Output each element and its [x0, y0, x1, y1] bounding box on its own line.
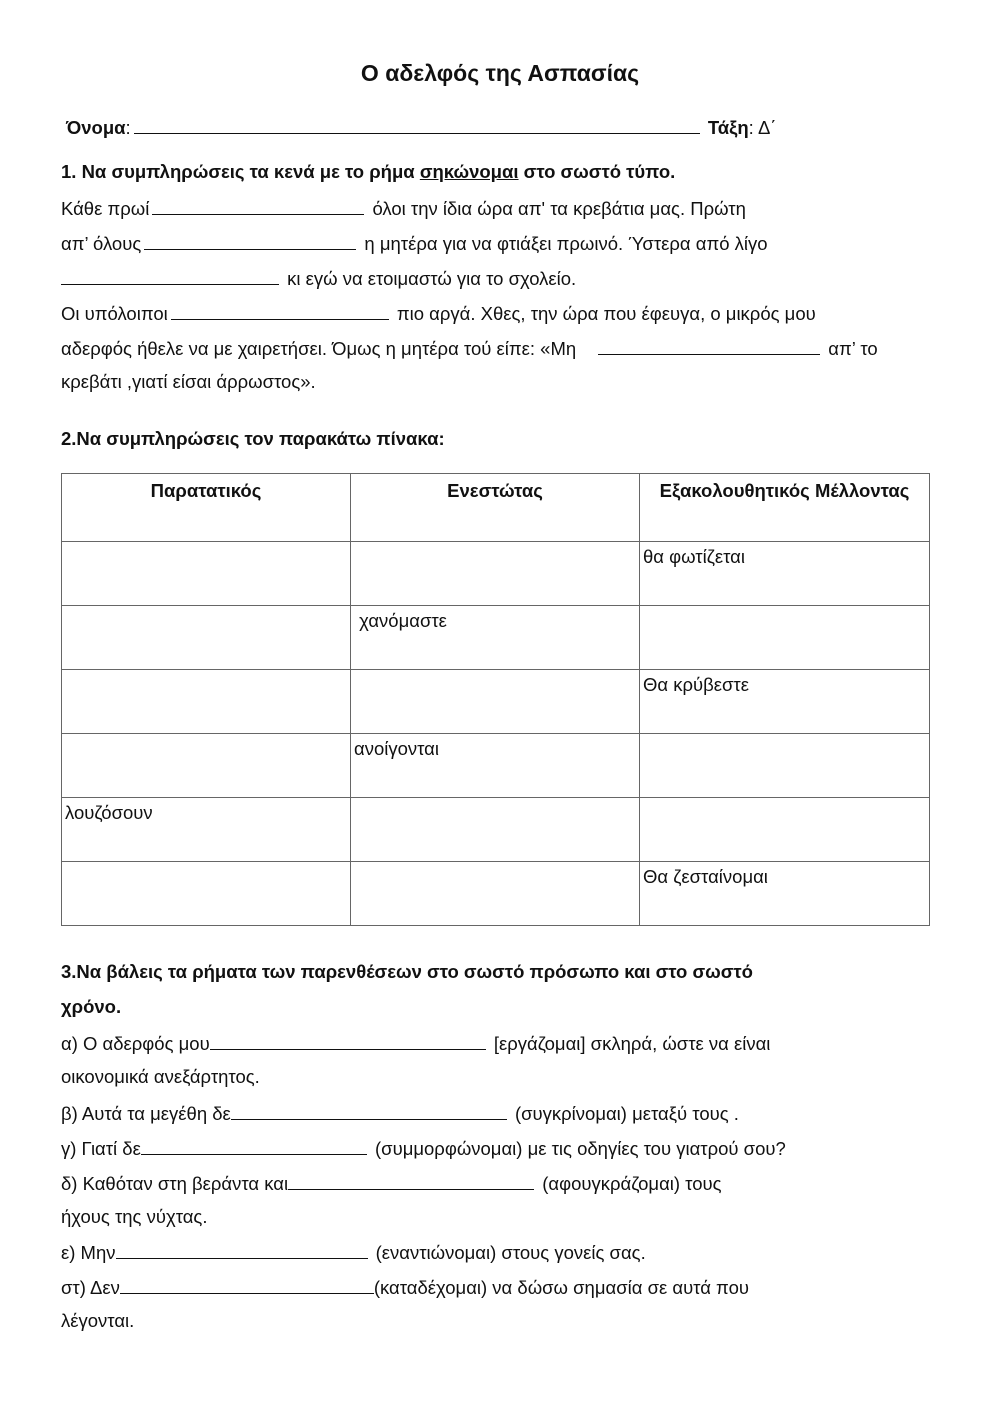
- item-text: α) Ο αδερφός μου: [61, 1033, 210, 1054]
- table-row: [62, 670, 930, 734]
- section3-item-d-cont: [61, 1206, 208, 1228]
- fill-blank[interactable]: [288, 1171, 534, 1190]
- section3-heading-line1: 3.Να βάλεις τα ρήματα των παρενθέσεων στο σωστό πρόσωπο και στο σωστό: [61, 961, 753, 982]
- table-cell[interactable]: [351, 862, 640, 926]
- class-label: Τάξη: [707, 117, 749, 138]
- line-text: απ’ όλους: [61, 233, 142, 254]
- table-cell[interactable]: [62, 606, 351, 670]
- section1-heading-pre: 1. Να συμπληρώσεις τα κενά με το ρήμα: [61, 161, 420, 182]
- item-text: οικονομικά ανεξάρτητος.: [61, 1066, 260, 1087]
- table-cell[interactable]: [640, 734, 930, 798]
- section3-item-st-cont: [61, 1310, 134, 1332]
- page-title: Ο αδελφός της Ασπασίας: [360, 60, 640, 86]
- table-cell[interactable]: [62, 734, 351, 798]
- column-header: Ενεστώτας: [351, 474, 640, 542]
- line-text: Κάθε πρωί: [61, 198, 150, 219]
- section3-item-c: [61, 1136, 786, 1160]
- item-text: (εναντιώνομαι) στους γονείς σας.: [375, 1242, 646, 1263]
- class-value: Δ΄: [757, 117, 777, 138]
- section1-line-6: [61, 371, 316, 393]
- fill-blank[interactable]: [210, 1031, 486, 1050]
- column-header: Παρατατικός: [62, 474, 351, 542]
- item-text: δ) Καθόταν στη βεράντα και: [61, 1173, 289, 1194]
- item-text: ε) Μην: [61, 1242, 116, 1263]
- item-text: (συγκρίνομαι) μεταξύ τους .: [514, 1103, 739, 1124]
- table-cell[interactable]: [62, 862, 351, 926]
- table-cell[interactable]: χανόμαστε: [351, 606, 640, 670]
- item-text: λέγονται.: [61, 1310, 135, 1331]
- fill-blank[interactable]: [171, 301, 389, 320]
- fill-blank[interactable]: [116, 1240, 368, 1259]
- section3-item-d: [61, 1171, 722, 1195]
- item-text: ήχους της νύχτας.: [61, 1206, 208, 1227]
- section3-item-e: [61, 1240, 646, 1264]
- table-cell[interactable]: [640, 606, 930, 670]
- line-text: αδερφός ήθελε να με χαιρετήσει. Όμως η μητέρα τού είπε: «Μη: [61, 338, 577, 359]
- line-text: όλοι την ίδια ώρα απ' τα κρεβάτια μας. Πρώτη: [372, 198, 746, 219]
- item-text: γ) Γιατί δε: [61, 1138, 141, 1159]
- section1-line-4: [61, 301, 816, 325]
- fill-blank[interactable]: [152, 196, 364, 215]
- section1-line-5: [61, 336, 878, 360]
- item-text: [εργάζομαι] σκληρά, ώστε να είναι: [493, 1033, 771, 1054]
- name-line: Όνομα: Τάξη: Δ΄: [66, 117, 777, 138]
- section1-line-3: [61, 266, 576, 290]
- table-row: [62, 542, 930, 606]
- table-cell[interactable]: [351, 670, 640, 734]
- name-label: Όνομα: [66, 117, 126, 138]
- table-cell[interactable]: ανοίγονται: [351, 734, 640, 798]
- section1-heading-post: στο σωστό τύπο.: [518, 161, 676, 182]
- section1-heading-verb: σηκώνομαι: [419, 161, 519, 182]
- table-cell[interactable]: Θα ζεσταίνομαι: [640, 862, 930, 926]
- section2-heading: 2.Να συμπληρώσεις τον παρακάτω πίνακα:: [61, 428, 445, 449]
- section3-item-st: [61, 1275, 749, 1299]
- fill-blank[interactable]: [231, 1101, 507, 1120]
- table-cell[interactable]: [640, 798, 930, 862]
- item-text: στ) Δεν: [61, 1277, 120, 1298]
- table-cell[interactable]: θα φωτίζεται: [640, 542, 930, 606]
- table-row: [62, 862, 930, 926]
- table-row: [62, 798, 930, 862]
- section1-line-1: [61, 196, 746, 220]
- section3-item-b: [61, 1101, 739, 1125]
- table-cell[interactable]: [351, 798, 640, 862]
- name-blank[interactable]: [134, 115, 700, 134]
- fill-blank[interactable]: [598, 336, 820, 355]
- column-header: Εξακολουθητικός Μέλλοντας: [640, 474, 930, 542]
- fill-blank[interactable]: [141, 1136, 367, 1155]
- verb-table: [61, 473, 930, 926]
- item-text: (καταδέχομαι) να δώσω σημασία σε αυτά που: [373, 1277, 749, 1298]
- section3-item-a: [61, 1031, 770, 1055]
- section3-heading-line2: χρόνο.: [61, 996, 122, 1017]
- line-text: η μητέρα για να φτιάξει πρωινό. Ύστερα από λίγο: [364, 233, 768, 254]
- item-text: (αφουγκράζομαι) τους: [542, 1173, 722, 1194]
- fill-blank[interactable]: [144, 231, 356, 250]
- table-cell[interactable]: λουζόσουν: [62, 798, 351, 862]
- fill-blank[interactable]: [61, 266, 279, 285]
- table-row: [62, 606, 930, 670]
- table-cell[interactable]: [62, 542, 351, 606]
- section3-item-a-cont: [61, 1066, 260, 1088]
- table-cell[interactable]: Θα κρύβεστε: [640, 670, 930, 734]
- item-text: (συμμορφώνομαι) με τις οδηγίες του γιατρού σου?: [375, 1138, 786, 1159]
- table-header-row: [62, 474, 930, 542]
- line-text: απ’ το: [828, 338, 878, 359]
- item-text: β) Αυτά τα μεγέθη δε: [61, 1103, 231, 1124]
- table-cell[interactable]: [351, 542, 640, 606]
- line-text: πιο αργά. Χθες, την ώρα που έφευγα, ο μικρός μου: [396, 303, 816, 324]
- table-row: [62, 734, 930, 798]
- section1-line-2: [61, 231, 768, 255]
- table-cell[interactable]: [62, 670, 351, 734]
- line-text: κρεβάτι ,γιατί είσαι άρρωστος».: [61, 371, 316, 392]
- line-text: κι εγώ να ετοιμαστώ για το σχολείο.: [287, 268, 577, 289]
- line-text: Οι υπόλοιποι: [61, 303, 168, 324]
- fill-blank[interactable]: [120, 1275, 374, 1294]
- section1-heading: [61, 161, 675, 183]
